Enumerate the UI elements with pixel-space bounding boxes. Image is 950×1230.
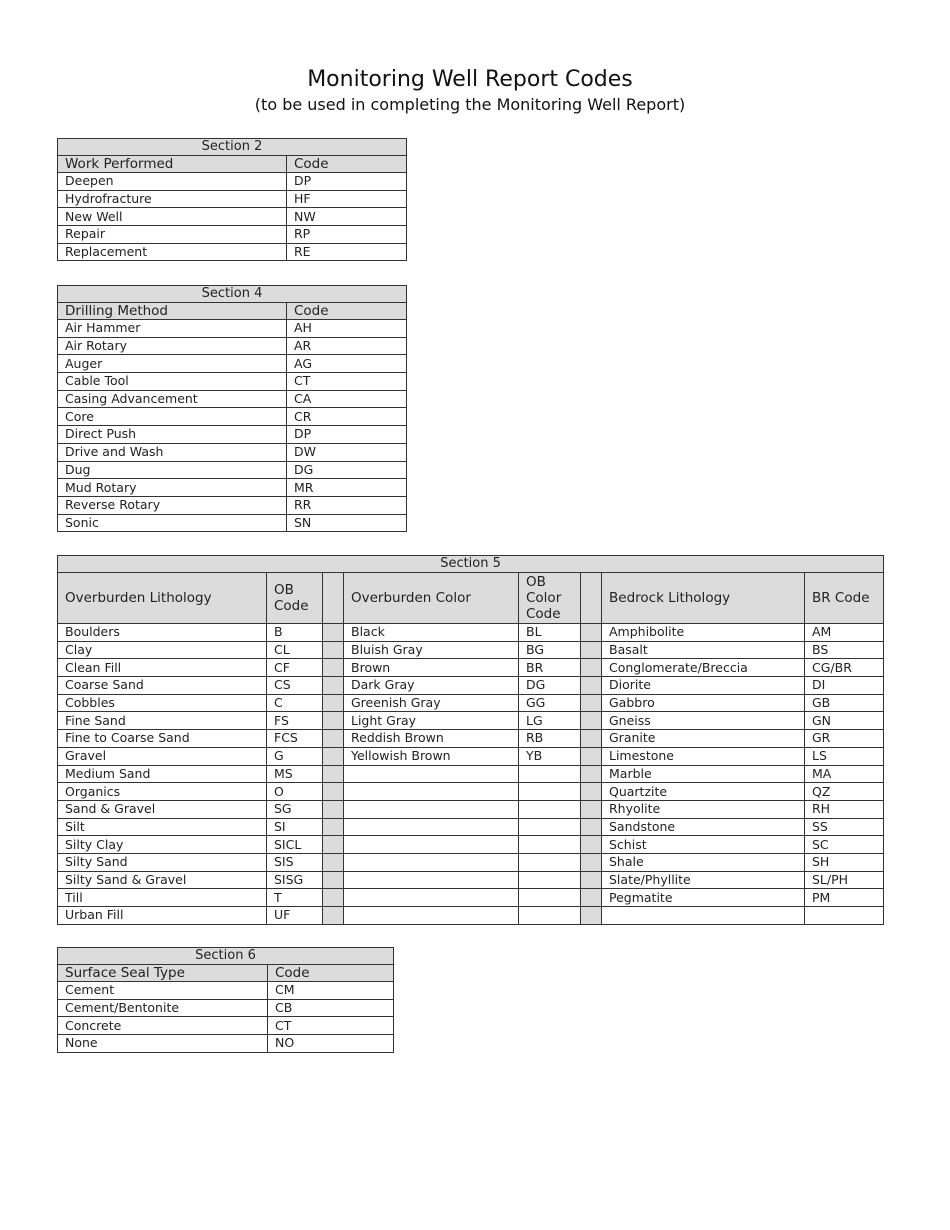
table-cell: Deepen	[58, 173, 287, 191]
table-row	[58, 907, 884, 925]
table-cell: GR	[805, 730, 884, 748]
column-spacer	[581, 641, 602, 659]
column-spacer	[323, 889, 344, 907]
column-spacer	[581, 747, 602, 765]
table-cell: Silty Clay	[58, 836, 267, 854]
table-row	[58, 800, 884, 818]
table-cell	[344, 836, 519, 854]
column-header: Overburden Color	[344, 573, 519, 624]
table-cell: Hydrofracture	[58, 190, 287, 208]
table-row	[58, 226, 407, 244]
table-cell: Bluish Gray	[344, 641, 519, 659]
table-cell: Amphibolite	[602, 624, 805, 642]
column-spacer	[323, 659, 344, 677]
table-cell: HF	[287, 190, 407, 208]
table-cell: BG	[519, 641, 581, 659]
table-cell	[344, 889, 519, 907]
table-cell: Sandstone	[602, 818, 805, 836]
column-spacer	[581, 677, 602, 695]
table-cell: QZ	[805, 783, 884, 801]
table-cell: Concrete	[58, 1017, 268, 1035]
table-cell: DW	[287, 443, 407, 461]
table-cell: Silty Sand & Gravel	[58, 871, 267, 889]
column-spacer	[323, 694, 344, 712]
table-cell	[602, 907, 805, 925]
table-cell: Dark Gray	[344, 677, 519, 695]
table-cell	[519, 783, 581, 801]
table-row	[58, 641, 884, 659]
table-cell	[805, 907, 884, 925]
table-cell: Direct Push	[58, 426, 287, 444]
table-cell: Casing Advancement	[58, 390, 287, 408]
table-cell: Cement	[58, 982, 268, 1000]
table-row	[58, 889, 884, 907]
table-cell: Brown	[344, 659, 519, 677]
column-header: OB Code	[267, 573, 323, 624]
table-cell: YB	[519, 747, 581, 765]
table-cell: SS	[805, 818, 884, 836]
table-cell: CS	[267, 677, 323, 695]
table-row	[58, 408, 407, 426]
column-spacer	[323, 765, 344, 783]
section-title: Section 5	[58, 556, 884, 573]
column-header: Work Performed	[58, 156, 287, 173]
table-cell: Air Hammer	[58, 320, 287, 338]
table-row	[58, 730, 884, 748]
table-cell: DP	[287, 426, 407, 444]
table-cell	[344, 818, 519, 836]
column-spacer	[323, 677, 344, 695]
table-row	[58, 190, 407, 208]
table-cell: GG	[519, 694, 581, 712]
table-cell: DG	[287, 461, 407, 479]
table-cell: Fine Sand	[58, 712, 267, 730]
table-cell: LG	[519, 712, 581, 730]
table-row	[58, 390, 407, 408]
table-cell	[344, 783, 519, 801]
table-cell: CL	[267, 641, 323, 659]
column-spacer	[323, 800, 344, 818]
column-spacer	[581, 765, 602, 783]
table-cell	[519, 765, 581, 783]
column-spacer	[323, 730, 344, 748]
column-spacer	[323, 818, 344, 836]
table-cell: DI	[805, 677, 884, 695]
table-cell: Rhyolite	[602, 800, 805, 818]
section-6-table	[57, 947, 394, 1053]
column-spacer	[323, 641, 344, 659]
table-cell: RH	[805, 800, 884, 818]
table-cell	[519, 889, 581, 907]
table-row	[58, 1017, 394, 1035]
table-row	[58, 712, 884, 730]
table-row	[58, 337, 407, 355]
table-cell: Reverse Rotary	[58, 496, 287, 514]
table-cell: SISG	[267, 871, 323, 889]
table-row	[58, 443, 407, 461]
column-spacer	[323, 871, 344, 889]
table-cell: Gravel	[58, 747, 267, 765]
table-cell: NO	[268, 1035, 394, 1053]
table-cell: Air Rotary	[58, 337, 287, 355]
table-cell: Clay	[58, 641, 267, 659]
table-row	[58, 355, 407, 373]
table-row	[58, 461, 407, 479]
table-cell: RE	[287, 243, 407, 261]
table-cell: BS	[805, 641, 884, 659]
table-cell: Sand & Gravel	[58, 800, 267, 818]
table-cell: Gneiss	[602, 712, 805, 730]
table-row	[58, 659, 884, 677]
table-cell: Drive and Wash	[58, 443, 287, 461]
table-cell: NW	[287, 208, 407, 226]
column-spacer	[581, 694, 602, 712]
table-cell: T	[267, 889, 323, 907]
table-cell: Black	[344, 624, 519, 642]
table-row	[58, 624, 884, 642]
section-5-table	[57, 555, 884, 925]
table-cell: SIS	[267, 853, 323, 871]
table-cell: Reddish Brown	[344, 730, 519, 748]
column-spacer	[323, 853, 344, 871]
table-row	[58, 836, 884, 854]
table-cell: Sonic	[58, 514, 287, 532]
table-row	[58, 677, 884, 695]
table-cell	[519, 818, 581, 836]
column-header: Bedrock Lithology	[602, 573, 805, 624]
table-cell: GB	[805, 694, 884, 712]
table-cell: Limestone	[602, 747, 805, 765]
page-subtitle: (to be used in completing the Monitoring Well Report)	[254, 95, 686, 114]
section-title: Section 4	[58, 286, 407, 303]
table-cell: Coarse Sand	[58, 677, 267, 695]
column-spacer	[581, 573, 602, 624]
table-cell: Granite	[602, 730, 805, 748]
page-title: Monitoring Well Report Codes	[307, 67, 633, 92]
table-cell: Light Gray	[344, 712, 519, 730]
table-cell: Yellowish Brown	[344, 747, 519, 765]
table-cell	[344, 853, 519, 871]
table-cell: DP	[287, 173, 407, 191]
table-cell: New Well	[58, 208, 287, 226]
table-cell: Fine to Coarse Sand	[58, 730, 267, 748]
table-cell	[344, 800, 519, 818]
table-cell: Till	[58, 889, 267, 907]
column-spacer	[581, 818, 602, 836]
table-cell: AG	[287, 355, 407, 373]
table-cell: Quartzite	[602, 783, 805, 801]
table-cell: Gabbro	[602, 694, 805, 712]
table-row	[58, 1035, 394, 1053]
table-cell: Auger	[58, 355, 287, 373]
column-spacer	[323, 836, 344, 854]
table-cell: SC	[805, 836, 884, 854]
table-row	[58, 818, 884, 836]
table-cell	[519, 907, 581, 925]
table-cell	[344, 765, 519, 783]
table-row	[58, 373, 407, 391]
table-cell: CF	[267, 659, 323, 677]
table-cell: CT	[268, 1017, 394, 1035]
column-spacer	[581, 889, 602, 907]
table-row	[58, 765, 884, 783]
table-cell: Clean Fill	[58, 659, 267, 677]
table-row	[58, 853, 884, 871]
table-cell: AR	[287, 337, 407, 355]
table-row	[58, 747, 884, 765]
table-cell: SI	[267, 818, 323, 836]
table-cell: SN	[287, 514, 407, 532]
column-spacer	[323, 573, 344, 624]
table-row	[58, 999, 394, 1017]
table-cell: Organics	[58, 783, 267, 801]
table-cell: Shale	[602, 853, 805, 871]
table-body	[58, 982, 394, 1053]
table-cell: AH	[287, 320, 407, 338]
table-cell: LS	[805, 747, 884, 765]
column-header: Code	[287, 303, 407, 320]
column-spacer	[581, 836, 602, 854]
column-spacer	[581, 907, 602, 925]
table-cell: AM	[805, 624, 884, 642]
table-cell: Cement/Bentonite	[58, 999, 268, 1017]
table-cell: C	[267, 694, 323, 712]
table-row	[58, 783, 884, 801]
table-cell: SICL	[267, 836, 323, 854]
table-cell: None	[58, 1035, 268, 1053]
column-spacer	[581, 783, 602, 801]
table-cell: SL/PH	[805, 871, 884, 889]
table-cell: CG/BR	[805, 659, 884, 677]
column-spacer	[581, 871, 602, 889]
table-cell: Cobbles	[58, 694, 267, 712]
column-header: Surface Seal Type	[58, 965, 268, 982]
column-spacer	[581, 800, 602, 818]
table-row	[58, 871, 884, 889]
column-spacer	[581, 624, 602, 642]
column-spacer	[323, 747, 344, 765]
table-row	[58, 479, 407, 497]
table-cell: Medium Sand	[58, 765, 267, 783]
column-spacer	[323, 712, 344, 730]
table-cell	[519, 853, 581, 871]
table-row	[58, 694, 884, 712]
table-cell: PM	[805, 889, 884, 907]
table-cell: RR	[287, 496, 407, 514]
table-cell: G	[267, 747, 323, 765]
column-header: BR Code	[805, 573, 884, 624]
column-header: Code	[268, 965, 394, 982]
table-cell: FCS	[267, 730, 323, 748]
table-cell: Boulders	[58, 624, 267, 642]
table-cell: Urban Fill	[58, 907, 267, 925]
table-cell: MS	[267, 765, 323, 783]
table-cell: Mud Rotary	[58, 479, 287, 497]
table-body	[58, 624, 884, 925]
column-header: Drilling Method	[58, 303, 287, 320]
table-cell: Diorite	[602, 677, 805, 695]
table-cell: Greenish Gray	[344, 694, 519, 712]
table-cell: BR	[519, 659, 581, 677]
table-cell: UF	[267, 907, 323, 925]
table-cell: SG	[267, 800, 323, 818]
column-spacer	[323, 624, 344, 642]
table-row	[58, 496, 407, 514]
table-row	[58, 320, 407, 338]
section-2-table	[57, 138, 407, 261]
table-cell: Cable Tool	[58, 373, 287, 391]
table-cell: Schist	[602, 836, 805, 854]
table-cell: MA	[805, 765, 884, 783]
table-row	[58, 982, 394, 1000]
column-header: Overburden Lithology	[58, 573, 267, 624]
table-cell: Silty Sand	[58, 853, 267, 871]
section-4-table	[57, 285, 407, 532]
table-cell: Replacement	[58, 243, 287, 261]
table-cell: CA	[287, 390, 407, 408]
table-cell	[344, 907, 519, 925]
table-cell: GN	[805, 712, 884, 730]
table-cell: MR	[287, 479, 407, 497]
column-header: Code	[287, 156, 407, 173]
table-row	[58, 426, 407, 444]
table-cell	[519, 836, 581, 854]
table-cell: FS	[267, 712, 323, 730]
table-cell: RP	[287, 226, 407, 244]
table-cell: BL	[519, 624, 581, 642]
table-cell: Repair	[58, 226, 287, 244]
table-cell: Conglomerate/Breccia	[602, 659, 805, 677]
column-spacer	[581, 853, 602, 871]
table-cell: Dug	[58, 461, 287, 479]
table-cell	[519, 871, 581, 889]
table-cell: Pegmatite	[602, 889, 805, 907]
column-spacer	[323, 783, 344, 801]
column-spacer	[581, 730, 602, 748]
section-title: Section 2	[58, 139, 407, 156]
table-body	[58, 173, 407, 261]
column-spacer	[581, 659, 602, 677]
column-spacer	[323, 907, 344, 925]
table-body	[58, 320, 407, 532]
table-cell: B	[267, 624, 323, 642]
table-cell: DG	[519, 677, 581, 695]
table-cell: RB	[519, 730, 581, 748]
table-cell: CB	[268, 999, 394, 1017]
table-cell: O	[267, 783, 323, 801]
table-cell: CM	[268, 982, 394, 1000]
column-header: OB Color Code	[519, 573, 581, 624]
table-cell: CR	[287, 408, 407, 426]
table-cell: Slate/Phyllite	[602, 871, 805, 889]
table-cell: CT	[287, 373, 407, 391]
table-row	[58, 208, 407, 226]
table-cell: Silt	[58, 818, 267, 836]
table-cell: SH	[805, 853, 884, 871]
table-row	[58, 173, 407, 191]
column-spacer	[581, 712, 602, 730]
table-cell	[344, 871, 519, 889]
table-cell: Core	[58, 408, 287, 426]
section-title: Section 6	[58, 948, 394, 965]
table-cell	[519, 800, 581, 818]
table-cell: Marble	[602, 765, 805, 783]
table-row	[58, 514, 407, 532]
table-cell: Basalt	[602, 641, 805, 659]
table-row	[58, 243, 407, 261]
